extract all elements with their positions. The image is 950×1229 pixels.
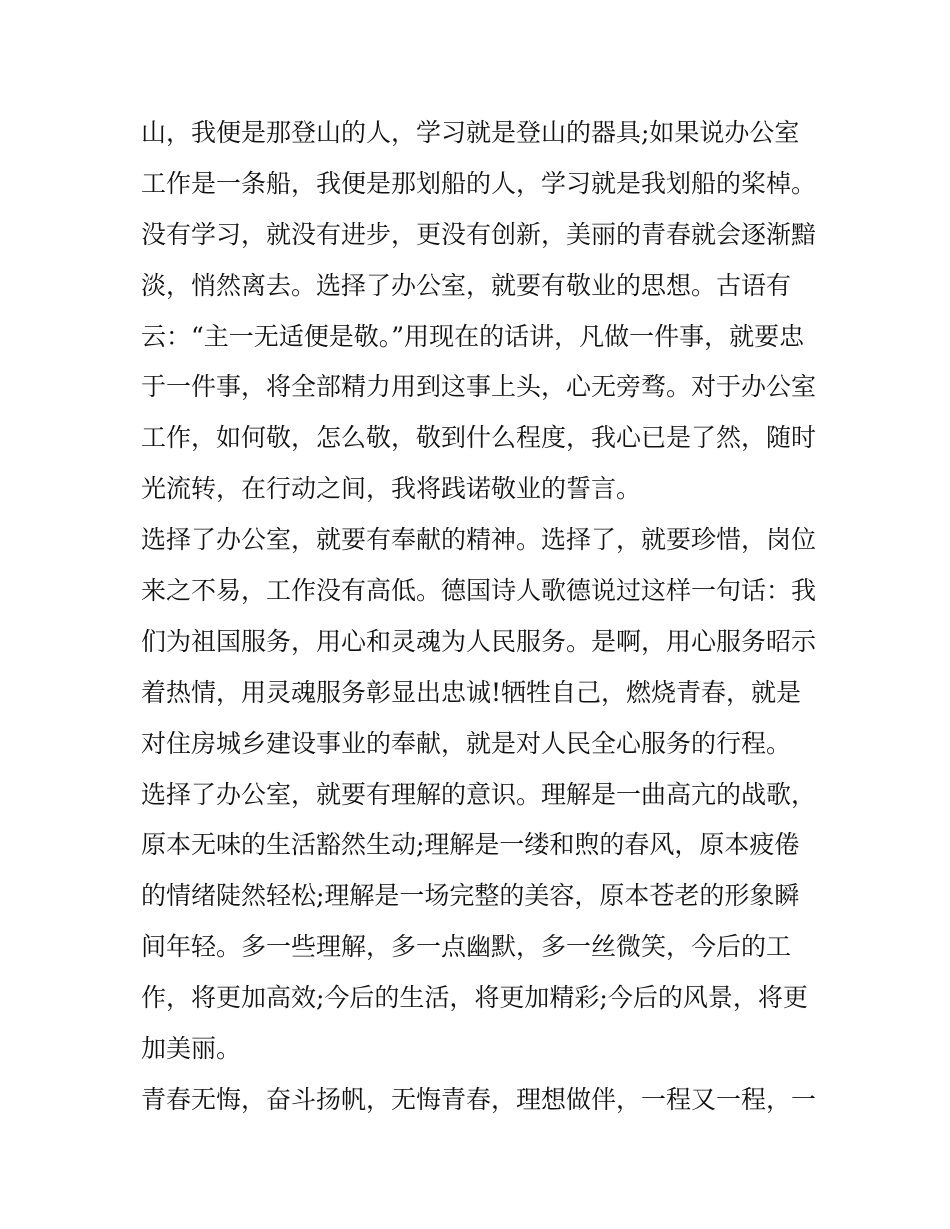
text-line: 青春无悔，奋斗扬帆，无悔青春，理想做伴，一程又一程，一	[141, 1084, 817, 1114]
text-line: 工作是一条船，我便是那划船的人，学习就是我划船的桨棹。	[141, 168, 817, 198]
text-line: 加美丽。	[141, 1034, 242, 1064]
text-line: 原本无味的生活豁然生动;理解是一缕和煦的春风，原本疲倦	[141, 830, 800, 860]
text-line: 工作，如何敬，怎么敬，敬到什么程度，我心已是了然，随时	[141, 423, 817, 453]
text-line: 淡，悄然离去。选择了办公室，就要有敬业的思想。古语有	[141, 270, 792, 300]
text-line: 间年轻。多一些理解，多一点幽默，多一丝微笑，今后的工	[141, 932, 792, 962]
text-line: 云：“主一无适便是敬。”用现在的话讲，凡做一件事，就要忠	[141, 321, 805, 351]
text-line: 选择了办公室，就要有理解的意识。理解是一曲高亢的战歌，	[141, 779, 817, 809]
text-line: 作，将更加高效;今后的生活，将更加精彩;今后的风景，将更	[141, 983, 808, 1013]
text-line: 山，我便是那登山的人，学习就是登山的器具;如果说办公室	[141, 118, 800, 147]
text-line: 没有学习，就没有进步，更没有创新，美丽的青春就会逐渐黯	[141, 219, 817, 249]
text-line: 们为祖国服务，用心和灵魂为人民服务。是啊，用心服务昭示	[141, 626, 817, 656]
text-line: 的情绪陡然轻松;理解是一场完整的美容，原本苍老的形象瞬	[141, 881, 800, 911]
text-line: 光流转，在行动之间，我将践诺敬业的誓言。	[141, 474, 642, 504]
text-line: 来之不易，工作没有高低。德国诗人歌德说过这样一句话：我	[141, 576, 817, 606]
text-line: 选择了办公室，就要有奉献的精神。选择了，就要珍惜，岗位	[141, 525, 817, 555]
text-line: 对住房城乡建设事业的奉献，就是对人民全心服务的行程。	[141, 728, 792, 758]
text-line: 着热情，用灵魂服务彰显出忠诚!牺牲自己，燃烧青春，就是	[141, 677, 802, 707]
text-line: 于一件事，将全部精力用到这事上头，心无旁骛。对于办公室	[141, 372, 817, 402]
body-text	[141, 108, 817, 1126]
